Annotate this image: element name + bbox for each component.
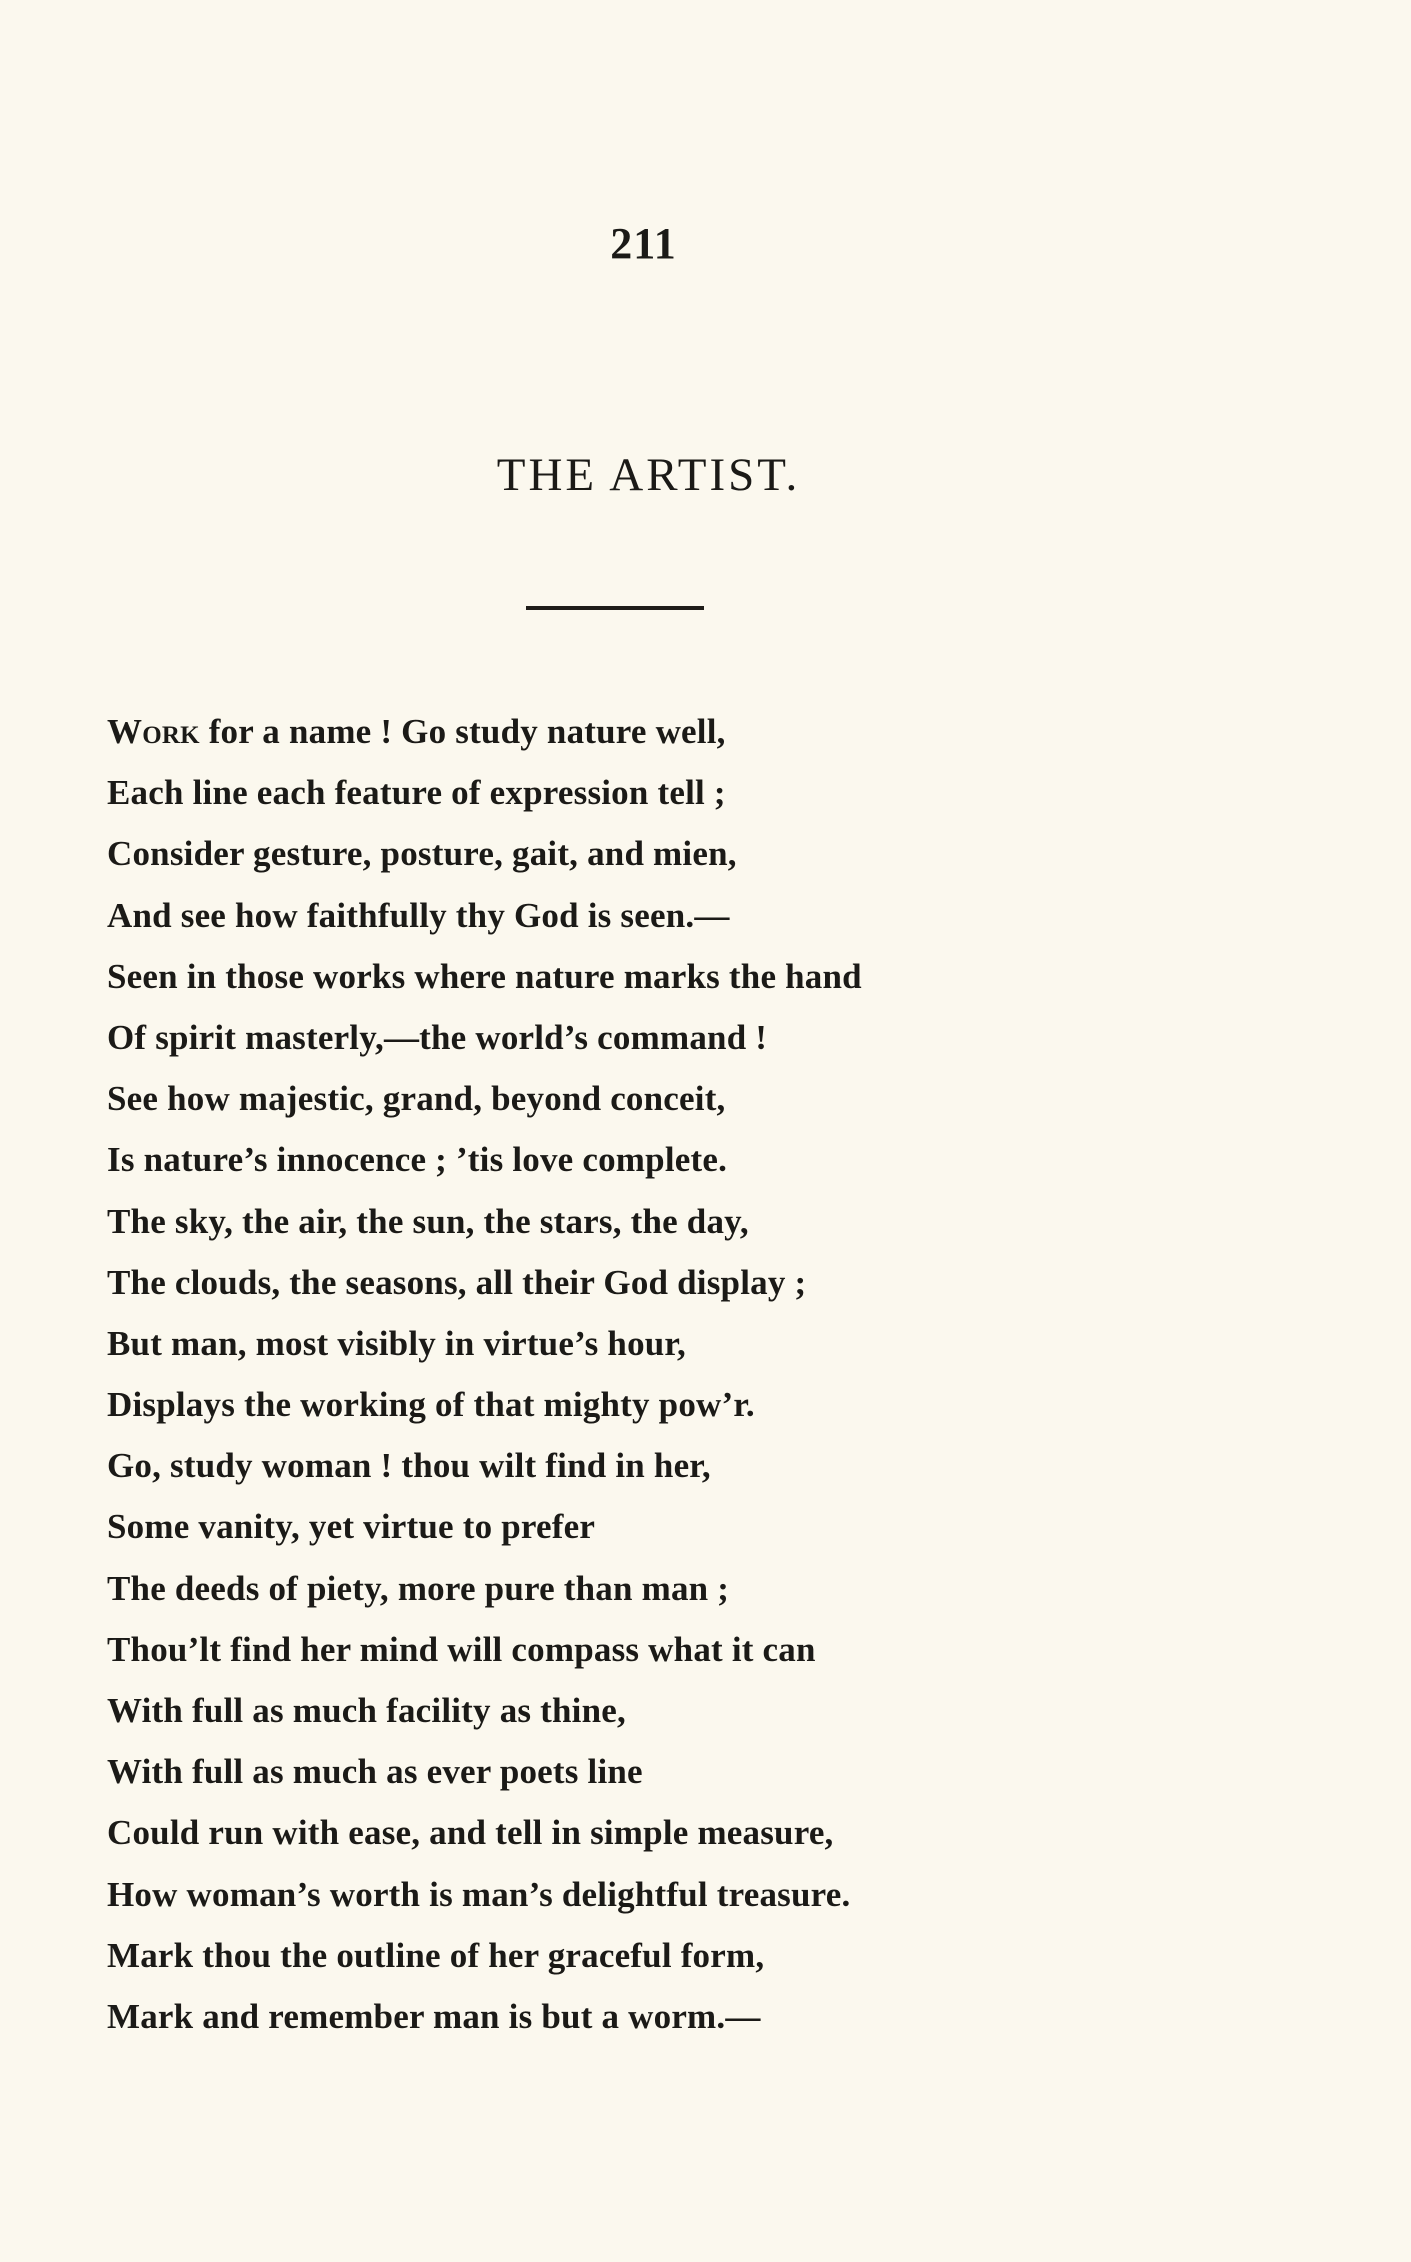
poem-title-text: THE ARTIST. — [496, 449, 801, 501]
poem-line: With full as much as ever poets line — [107, 1752, 643, 1792]
page-number — [0, 219, 1411, 268]
poem-line: See how majestic, grand, beyond conceit, — [107, 1079, 726, 1119]
poem-line: With full as much facility as thine, — [107, 1691, 626, 1730]
poem-body — [107, 701, 1107, 2047]
poem-line: And see how faithfully thy God is seen.— — [107, 895, 730, 935]
page-number-text: 211 — [610, 219, 677, 268]
first-word: Work — [107, 712, 200, 751]
poem-line: Mark and remember man is but a worm.— — [107, 1996, 761, 2036]
poem-line: Of spirit masterly,—the world’s command ! — [107, 1017, 768, 1057]
first-line-rest: for a name ! Go study nature well, — [199, 712, 726, 751]
poem-line: How woman’s worth is man’s delightful treasure. — [107, 1874, 851, 1914]
poem-line: Thou’lt find her mind will compass what it can — [107, 1629, 816, 1669]
poem-line: Some vanity, yet virtue to prefer — [107, 1507, 596, 1547]
poem-line: Consider gesture, posture, gait, and mien, — [107, 834, 737, 874]
poem-line: Could run with ease, and tell in simple measure, — [107, 1813, 834, 1853]
poem-line — [107, 701, 1107, 762]
poem-line: The deeds of piety, more pure than man ; — [107, 1568, 730, 1608]
poem-line: Seen in those works where nature marks the hand — [107, 956, 862, 996]
poem-line: Each line each feature of expression tell ; — [107, 773, 726, 813]
poem-line: Go, study woman ! thou wilt find in her, — [107, 1446, 711, 1486]
title-rule — [526, 606, 704, 610]
poem-line: But man, most visibly in virtue’s hour, — [107, 1323, 686, 1363]
poem-line: Is nature’s innocence ; ’tis love complete. — [107, 1140, 728, 1180]
poem-line: The sky, the air, the sun, the stars, the day, — [107, 1201, 749, 1241]
poem-line: Displays the working of that mighty pow’r. — [107, 1385, 755, 1425]
poem-line: The clouds, the seasons, all their God display ; — [107, 1262, 807, 1302]
poem-line: Mark thou the outline of her graceful form, — [107, 1935, 765, 1975]
poem-title — [0, 449, 1411, 501]
